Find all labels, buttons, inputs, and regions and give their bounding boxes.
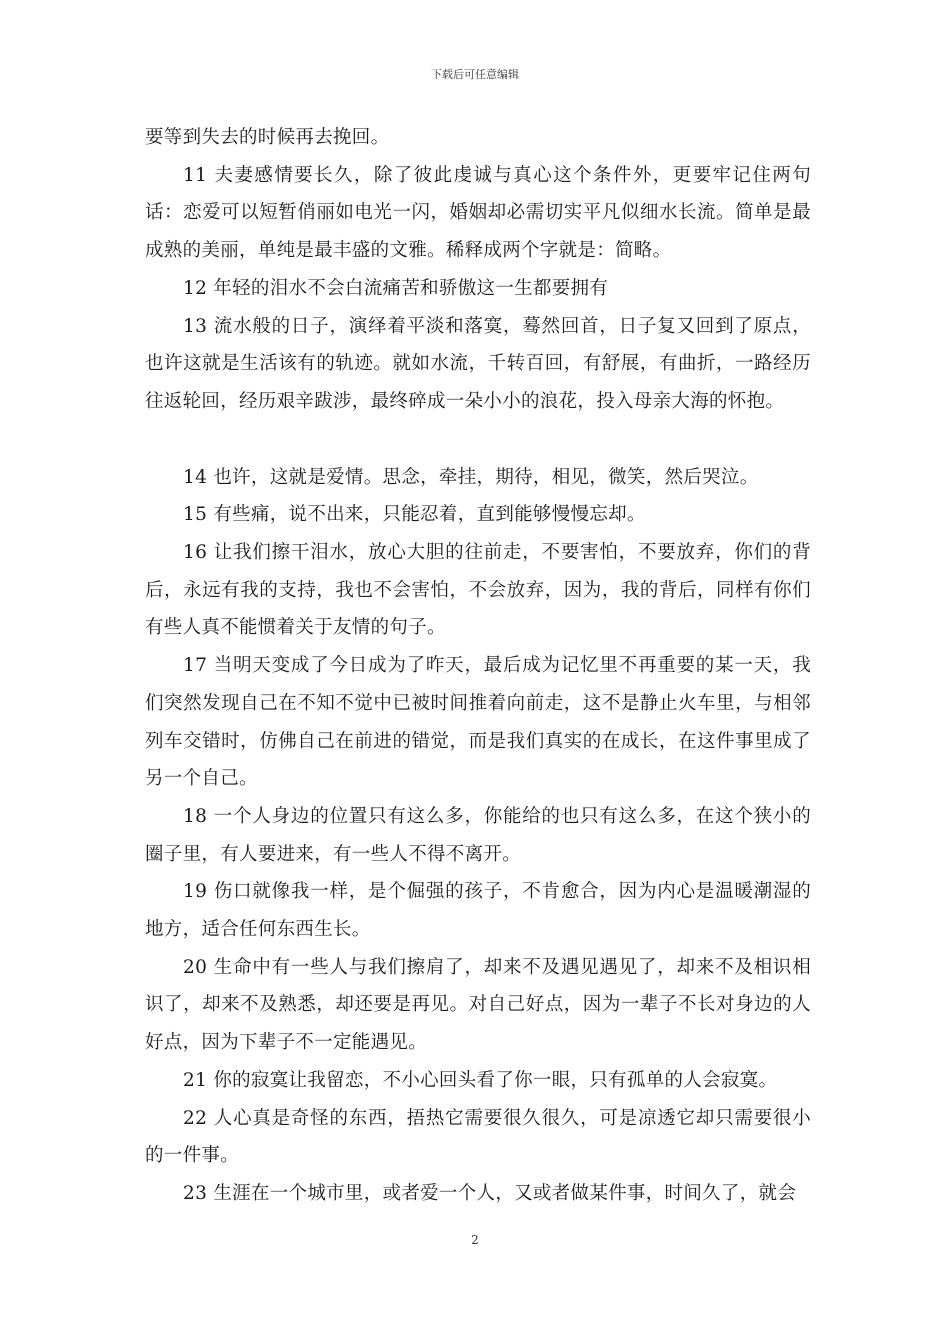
paragraph-20: 20 生命中有一些人与我们擦肩了，却来不及遇见遇见了，却来不及相识相识了，却来不及熟悉，却还要是再见。对自己好点，因为一辈子不长对身边的人好点，因为下辈子不一定能遇见。 [145,956,811,1054]
page-header: 下载后可任意编辑 [431,68,519,81]
paragraph-17: 17 当明天变成了今日成为了昨天，最后成为记忆里不再重要的某一天，我们突然发现自己在不知不觉中已被时间推着向前走，这不是静止火车里，与相邻列车交错时，仿佛自己在前进的错觉，而是我们真实的在成长，在这件事里成了另一个自己。 [145,655,811,790]
document-body [145,119,811,1213]
paragraph-21: 21 你的寂寞让我留恋，不小心回头看了你一眼，只有孤单的人会寂寞。 [183,1069,778,1091]
paragraph-13: 13 流水般的日子，演绎着平淡和落寞，蓦然回首，日子复又回到了原点，也许这就是生活该有的轨迹。就如水流，千转百回，有舒展，有曲折，一路经历往返轮回，经历艰辛跋涉，最终碎成一朵小小的浪花，投入母亲大海的怀抱。 [145,315,811,412]
paragraph-19: 19 伤口就像我一样，是个倔强的孩子，不肯愈合，因为内心是温暖潮湿的地方，适合任何东西生长。 [145,881,811,941]
paragraph-14: 14 也许，这就是爱情。思念，牵挂，期待，相见，微笑，然后哭泣。 [183,466,759,488]
paragraph-18: 18 一个人身边的位置只有这么多，你能给的也只有这么多，在这个狭小的圈子里，有人要进来，有一些人不得不离开。 [145,805,811,865]
paragraph-15: 15 有些痛，说不出来，只能忍着，直到能够慢慢忘却。 [183,504,646,526]
paragraph-12: 12 年轻的泪水不会白流痛苦和骄傲这一生都要拥有 [183,277,609,299]
paragraph-22: 22 人心真是奇怪的东西，捂热它需要很久很久，可是凉透它却只需要很小的一件事。 [145,1107,811,1167]
paragraph-16: 16 让我们擦干泪水，放心大胆的往前走，不要害怕，不要放弃，你们的背后，永远有我的支持，我也不会害怕，不会放弃，因为，我的背后，同样有你们有些人真不能惯着关于友情的句子。 [145,542,811,639]
paragraph-continuation: 要等到失去的时候再去挽回。 [145,127,390,148]
page-number: 2 [471,1233,479,1247]
paragraph-23: 23 生涯在一个城市里，或者爱一个人，又或者做某件事，时间久了，就会 [183,1182,797,1204]
paragraph-11: 11 夫妻感情要长久，除了彼此虔诚与真心这个条件外，更要牢记住两句话：恋爱可以短暂俏丽如电光一闪，婚姻却必需切实平凡似细水长流。简单是最成熟的美丽，单纯是最丰盛的文雅。稀释成两个字就是：简略。 [145,164,811,262]
paragraph-spacer [145,421,811,459]
